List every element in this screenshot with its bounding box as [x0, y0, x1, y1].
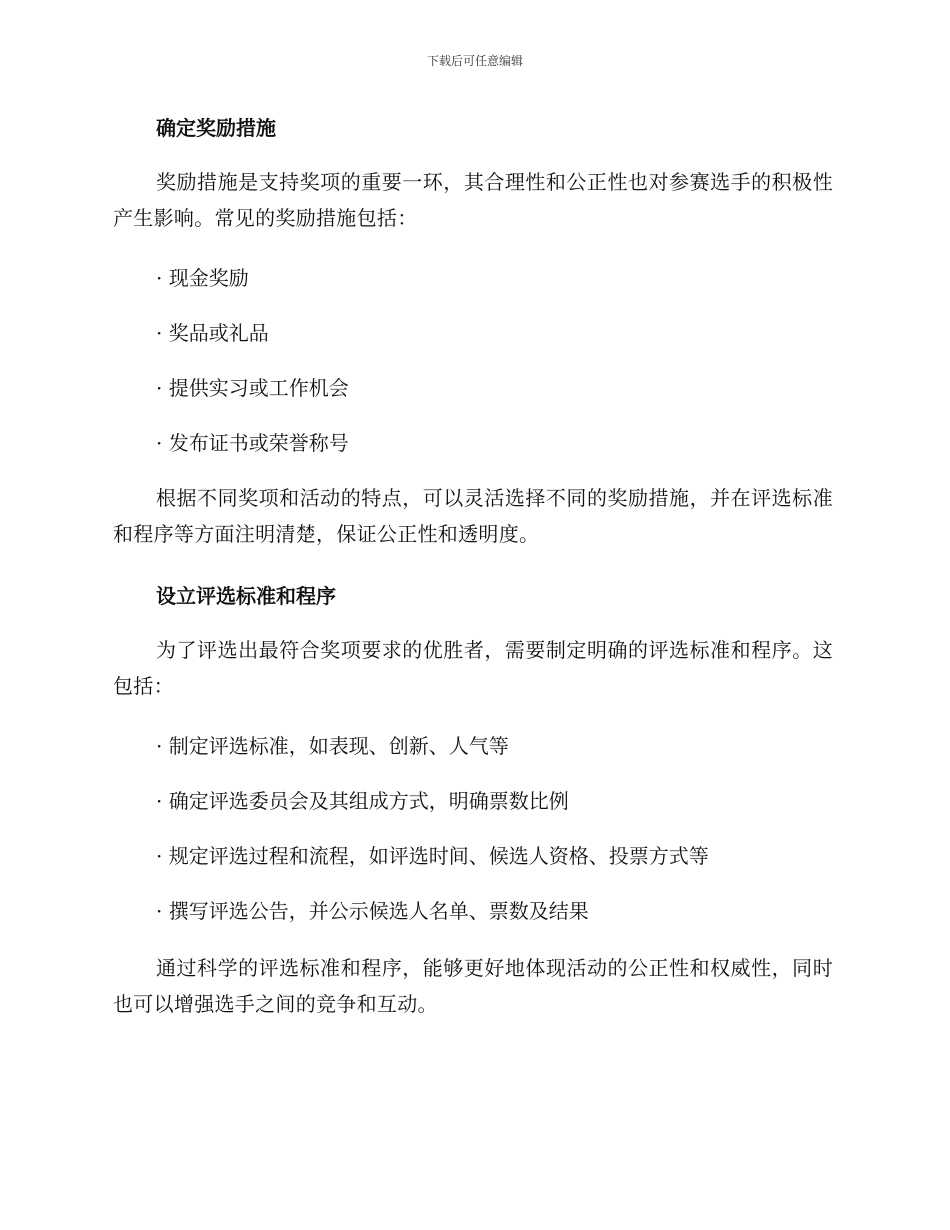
section-heading-criteria: 设立评选标准和程序 [156, 584, 336, 608]
list-item: · 确定评选委员会及其组成方式，明确票数比例 [156, 789, 569, 813]
list-item: · 发布证书或荣誉称号 [156, 431, 349, 455]
list-item: · 制定评选标准，如表现、创新、人气等 [156, 734, 509, 758]
list-item: · 提供实习或工作机会 [156, 376, 349, 400]
list-item: · 撰写评选公告，并公示候选人名单、票数及结果 [156, 899, 589, 923]
paragraph-rewards-intro: 奖励措施是支持奖项的重要一环，其合理性和公正性也对参赛选手的积极性产生影响。常见的奖励措施包括： [113, 170, 833, 230]
list-item: · 现金奖励 [156, 266, 249, 290]
paragraph-criteria-outro: 通过科学的评选标准和程序，能够更好地体现活动的公正性和权威性，同时也可以增强选手之间的竞争和互动。 [113, 956, 833, 1016]
page-header: 下载后可任意编辑 [426, 54, 523, 68]
list-item: · 规定评选过程和流程，如评选时间、候选人资格、投票方式等 [156, 844, 709, 868]
paragraph-criteria-intro: 为了评选出最符合奖项要求的优胜者，需要制定明确的评选标准和程序。这包括： [113, 638, 833, 698]
section-heading-rewards: 确定奖励措施 [156, 116, 276, 140]
list-item: · 奖品或礼品 [156, 321, 269, 345]
paragraph-rewards-outro: 根据不同奖项和活动的特点，可以灵活选择不同的奖励措施，并在评选标准和程序等方面注明清楚，保证公正性和透明度。 [113, 486, 833, 546]
